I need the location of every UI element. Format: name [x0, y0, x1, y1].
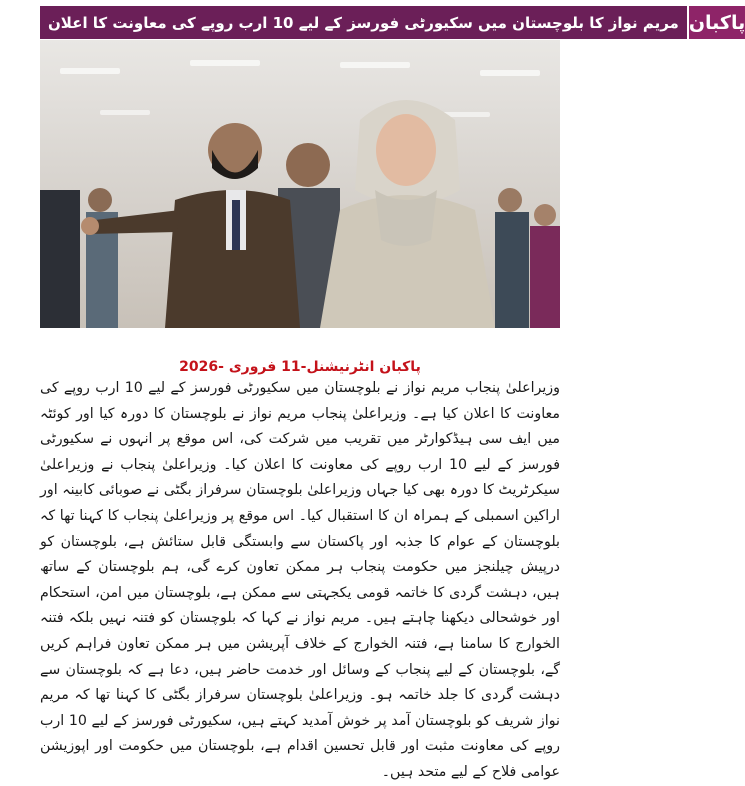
news-photo — [40, 40, 560, 328]
dateline: پاکبان انٹرنیشنل-11 فروری -2026 — [179, 359, 421, 375]
headline: مریم نواز کا بلوچستان میں سکیورٹی فورسز کے لیے 10 ارب روپے کی معاونت کا اعلان — [40, 6, 687, 39]
brand-logo: پاکبان — [687, 6, 745, 39]
article-paragraph: وزیراعلیٰ پنجاب مریم نواز نے بلوچستان میں سکیورٹی فورسز کے لیے 10 ارب روپے کی معاونت کا اعلان کیا ہے۔ وزیراعلیٰ پنجاب مریم نواز نے بلوچستان کا دورہ کیا اور کوئٹہ میں ایف سی ہیڈکوارٹر میں تقریب میں شرکت کی، اس موقع پر انہوں نے سکیورٹی فورسز کے لیے 10 ارب روپے کی معاونت کا اعلان کیا۔ وزیراعلیٰ پنجاب نے وزیراعلیٰ سیکرٹریٹ کا دورہ بھی کیا جہاں وزیراعلیٰ بلوچستان سرفراز بگٹی نے صوبائی کابینہ اور اراکین اسمبلی کے ہمراہ ان کا استقبال کیا۔ اس موقع پر وزیراعلیٰ پنجاب کا کہنا تھا کہ بلوچستان کے عوام کا جذبہ اور پاکستان سے وابستگی قابل ستائش ہے، بلوچستان کو درپیش چیلنجز میں حکومت پنجاب ہر ممکن تعاون کرے گی، ہم بلوچستان کے ساتھ ہیں، دہشت گردی کا خاتمہ قومی یکجہتی سے ممکن ہے، بلوچستان میں امن، استحکام اور خوشحالی دیکھنا چاہتے ہیں۔ مریم نواز نے کہا کہ بلوچستان کو فتنہ نہیں بلکہ فتنہ الخوارج کا سامنا ہے، فتنہ الخوارج کے خلاف آپریشن میں ہر ممکن تعاون فراہم کریں گے، بلوچستان کے لیے پنجاب کے وسائل اور خدمت حاضر ہیں، دعا ہے کہ بلوچستان سے دہشت گردی کا جلد خاتمہ ہو۔ وزیراعلیٰ بلوچستان سرفراز بگٹی کا کہنا تھا کہ مریم نواز شریف کو بلوچستان آمد پر خوش آمدید کہتے ہیں، سکیورٹی فورسز کے لیے 10 ارب روپے کی معاونت مثبت اور قابل تحسین اقدام ہے، بلوچستان میں حکومت اور اپوزیشن عوامی فلاح کے لیے متحد ہیں۔ — [40, 380, 560, 780]
news-photo-illustration — [40, 40, 560, 328]
header-bar — [40, 6, 745, 39]
article-body — [40, 376, 560, 786]
